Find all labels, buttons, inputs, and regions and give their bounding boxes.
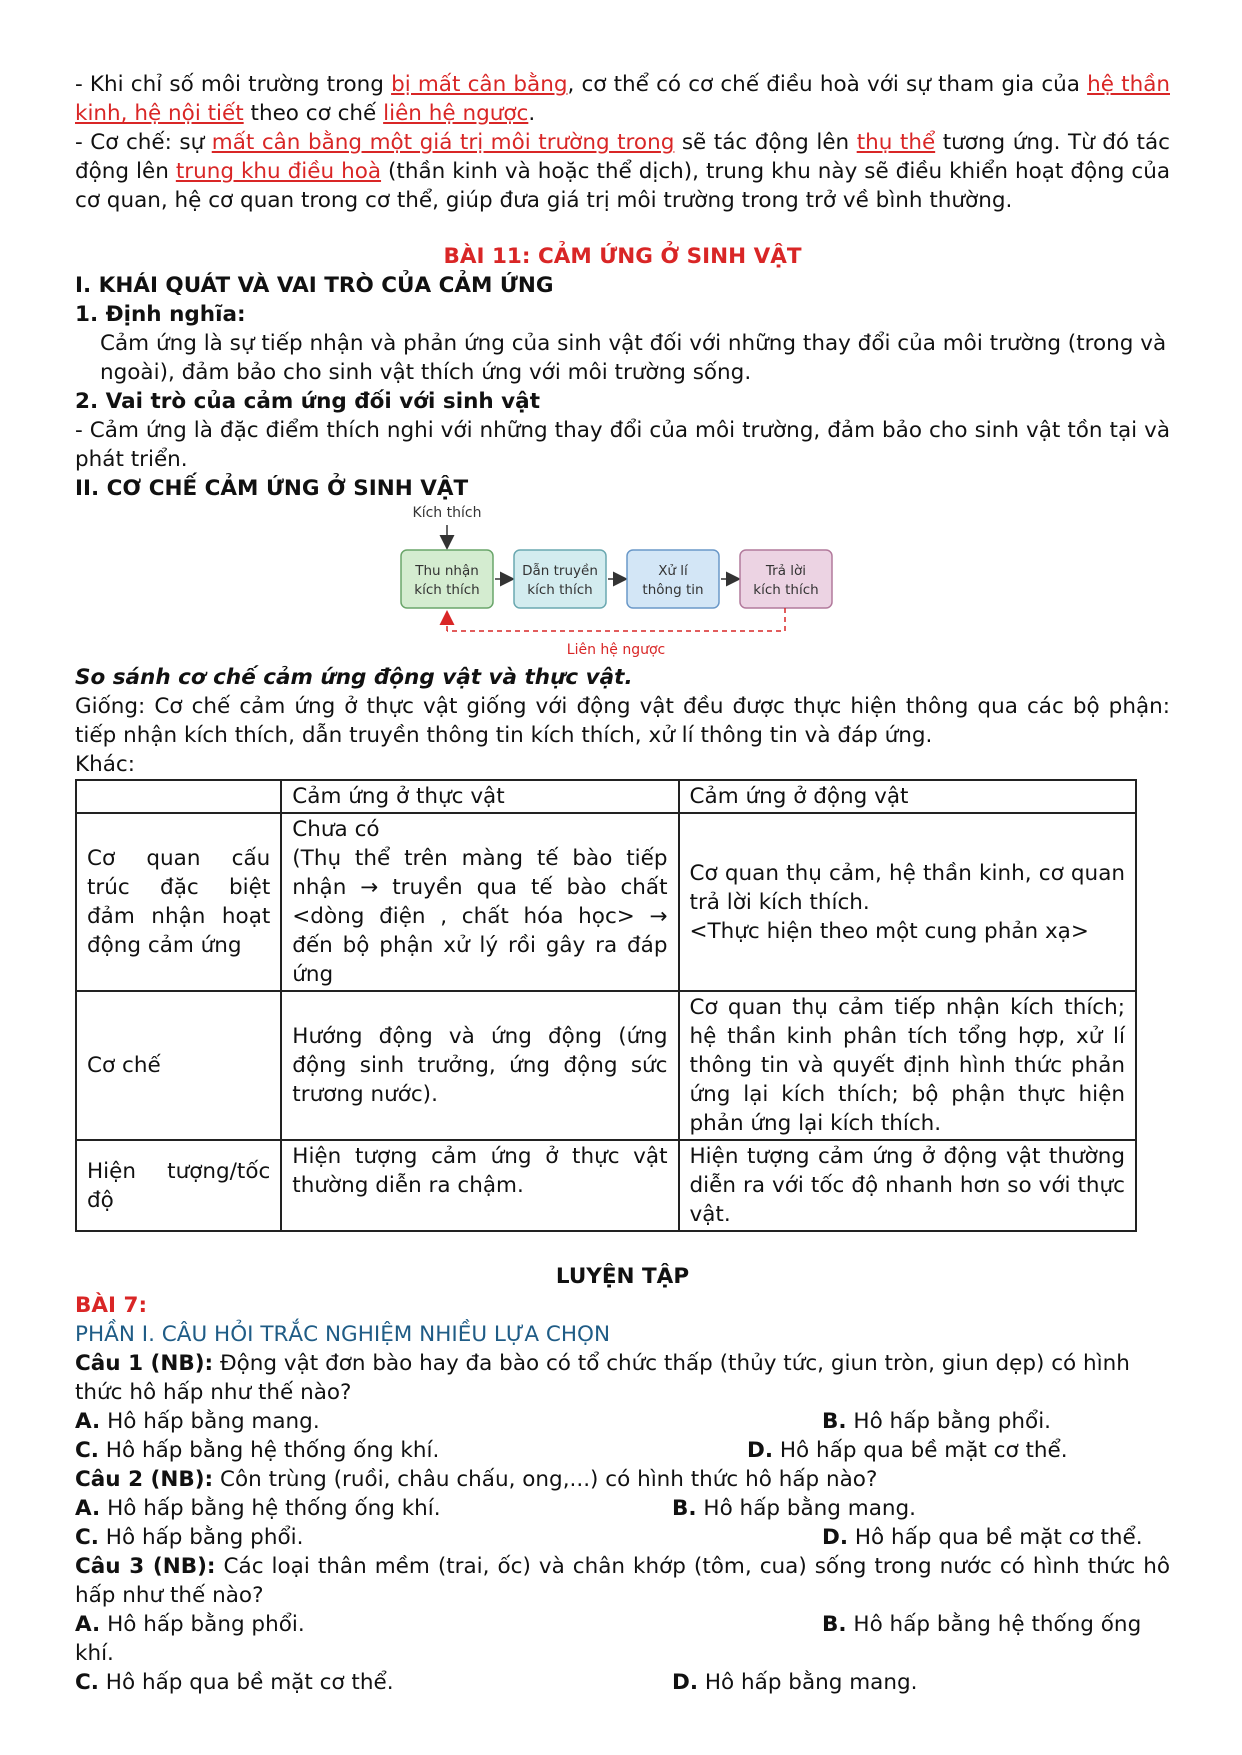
option-b-continued: khí. <box>75 1641 114 1666</box>
mechanism-diagram <box>75 503 1170 663</box>
text-run: . <box>528 101 536 126</box>
question-3 <box>75 1552 1170 1610</box>
option-b[interactable]: B. Hô hấp bằng phổi. <box>822 1409 1052 1434</box>
diagram-step-label: Xử lí <box>658 563 688 579</box>
question-label: Câu 3 (NB): <box>75 1554 216 1579</box>
option-row <box>75 1610 1170 1639</box>
section-heading-1: I. KHÁI QUÁT VÀ VAI TRÒ CỦA CẢM ỨNG <box>75 273 554 298</box>
question-2 <box>75 1465 1170 1494</box>
text-run: tương ứng. Từ đó tác động lên <box>75 130 1170 184</box>
table-header-cell: Cảm ứng ở động vật <box>679 780 1136 813</box>
section-heading-2: II. CƠ CHẾ CẢM ỨNG Ở SINH VẬT <box>75 476 469 501</box>
animal-cell: Hiện tượng cảm ứng ở động vật thường diễn ra với tốc độ nhanh hơn so với thực vật. <box>679 1140 1136 1231</box>
feedback-label: Liên hệ ngược <box>566 642 666 658</box>
highlight-text: thụ thể <box>856 130 936 155</box>
option-row <box>75 1436 1170 1465</box>
lesson-title: BÀI 11: CẢM ỨNG Ở SINH VẬT <box>443 244 802 269</box>
plant-cell: Chưa có (Thụ thể trên màng tế bào tiếp nhận → truyền qua tế bào chất <dòng điện , chất hóa học> → đến bộ phận xử lý rồi gây ra đáp ứng <box>281 813 678 991</box>
row-label: Cơ chế <box>76 991 281 1140</box>
option-d[interactable]: D. Hô hấp qua bề mặt cơ thể. <box>747 1438 1068 1463</box>
highlight-text: mất cân bằng một giá trị môi trường trong <box>211 130 675 155</box>
diagram-step-box <box>401 550 493 608</box>
diagram-boxes <box>401 550 832 608</box>
text-run: theo cơ chế <box>243 101 384 126</box>
option-d[interactable]: D. Hô hấp bằng mang. <box>672 1670 918 1695</box>
diagram-step-box <box>740 550 832 608</box>
plant-cell: Hiện tượng cảm ứng ở thực vật thường diễn ra chậm. <box>281 1140 678 1231</box>
highlight-text: bị mất cân bằng <box>391 72 568 97</box>
text-run: , cơ thể có cơ chế điều hoà với sự tham gia của <box>567 72 1088 97</box>
role-heading: 2. Vai trò của cảm ứng đối với sinh vật <box>75 389 540 414</box>
document-page <box>75 70 1170 1697</box>
comparison-table <box>75 779 1137 1232</box>
role-text: - Cảm ứng là đặc điểm thích nghi với những thay đổi của môi trường, đảm bảo cho sinh vật tồn tại và phát triển. <box>75 418 1170 472</box>
option-row <box>75 1668 1170 1697</box>
row-label: Hiện tượng/tốc độ <box>76 1140 281 1231</box>
table-row <box>76 813 1136 991</box>
option-c[interactable]: C. Hô hấp qua bề mặt cơ thể. <box>75 1670 394 1695</box>
diagram-svg <box>75 503 1170 663</box>
definition-text: Cảm ứng là sự tiếp nhận và phản ứng của sinh vật đối với những thay đổi của môi trường (trong và ngoài), đảm bảo cho sinh vật thích ứng với môi trường sống. <box>100 331 1167 385</box>
text-run: (thần kinh và hoặc thể dịch), trung khu này sẽ điều khiển hoạt động của cơ quan, hệ cơ quan trong cơ thể, giúp đưa giá trị môi trường trong trở về bình thường. <box>75 159 1170 213</box>
feedback-line <box>447 608 785 631</box>
diagram-step-box <box>627 550 719 608</box>
table-header-cell <box>76 780 281 813</box>
question-label: Câu 1 (NB): <box>75 1351 214 1376</box>
highlight-text: liên hệ ngược <box>383 101 529 126</box>
animal-cell: Cơ quan thụ cảm, hệ thần kinh, cơ quan trả lời kích thích. <Thực hiện theo một cung phản xạ> <box>679 813 1136 991</box>
text-run: - Cơ chế: sự <box>75 130 212 155</box>
question-text: Côn trùng (ruồi, châu chấu, ong,...) có hình thức hô hấp nào? <box>213 1467 878 1492</box>
question-text: Động vật đơn bào hay đa bào có tổ chức thấp (thủy tức, giun tròn, giun dẹp) có hình thức hô hấp như thế nào? <box>75 1351 1130 1405</box>
question-text: Các loại thân mềm (trai, ốc) và chân khớp (tôm, cua) sống trong nước có hình thức hô hấp như thế nào? <box>75 1554 1170 1608</box>
diagram-step-label: Dẫn truyền <box>522 563 598 579</box>
option-b[interactable]: B. Hô hấp bằng hệ thống ống <box>822 1612 1142 1637</box>
highlight-text: trung khu điều hoà <box>175 159 382 184</box>
option-a[interactable]: A. Hô hấp bằng mang. <box>75 1409 320 1434</box>
table-header-row <box>76 780 1136 813</box>
diagram-step-box <box>514 550 606 608</box>
exercise-label: BÀI 7: <box>75 1293 148 1318</box>
compare-same: Giống: Cơ chế cảm ứng ở thực vật giống với động vật đều được thực hiện thông qua các bộ phận: tiếp nhận kích thích, dẫn truyền thông tin kích thích, xử lí thông tin và đáp ứng. <box>75 694 1170 748</box>
intro-paragraph-2 <box>75 128 1170 215</box>
question-label: Câu 2 (NB): <box>75 1467 214 1492</box>
option-a[interactable]: A. Hô hấp bằng phổi. <box>75 1612 305 1637</box>
diagram-step-label: Thu nhận <box>415 563 479 579</box>
option-row <box>75 1407 1170 1436</box>
definition-heading: 1. Định nghĩa: <box>75 302 246 327</box>
option-row <box>75 1494 1170 1523</box>
part-heading: PHẦN I. CÂU HỎI TRẮC NGHIỆM NHIỀU LỰA CHỌN <box>75 1322 611 1347</box>
diagram-step-label: kích thích <box>753 582 819 598</box>
row-label: Cơ quan cấu trúc đặc biệt đảm nhận hoạt động cảm ứng <box>76 813 281 991</box>
option-b[interactable]: B. Hô hấp bằng mang. <box>672 1496 917 1521</box>
option-c[interactable]: C. Hô hấp bằng phổi. <box>75 1525 304 1550</box>
compare-diff-label: Khác: <box>75 752 135 777</box>
diagram-step-label: kích thích <box>414 582 480 598</box>
diagram-step-label: kích thích <box>527 582 593 598</box>
question-1 <box>75 1349 1170 1407</box>
text-run: - Khi chỉ số môi trường trong <box>75 72 392 97</box>
table-header-cell: Cảm ứng ở thực vật <box>281 780 678 813</box>
stimulus-label: Kích thích <box>412 505 482 521</box>
diagram-step-label: Trả lời <box>765 563 807 579</box>
plant-cell: Hướng động và ứng động (ứng động sinh trưởng, ứng động sức trương nước). <box>281 991 678 1140</box>
animal-cell: Cơ quan thụ cảm tiếp nhận kích thích; hệ thần kinh phân tích tổng hợp, xử lí thông tin và quyết định hình thức phản ứng lại kích thích; bộ phận thực hiện phản ứng lại kích thích. <box>679 991 1136 1140</box>
intro-paragraph-1 <box>75 70 1170 128</box>
option-row <box>75 1639 1170 1668</box>
table-row <box>76 991 1136 1140</box>
option-row <box>75 1523 1170 1552</box>
text-run: sẽ tác động lên <box>674 130 857 155</box>
table-row <box>76 1140 1136 1231</box>
option-d[interactable]: D. Hô hấp qua bề mặt cơ thể. <box>822 1525 1143 1550</box>
option-c[interactable]: C. Hô hấp bằng hệ thống ống khí. <box>75 1438 440 1463</box>
compare-heading: So sánh cơ chế cảm ứng động vật và thực vật. <box>75 665 633 690</box>
diagram-step-label: thông tin <box>642 582 704 598</box>
practice-title: LUYỆN TẬP <box>555 1264 690 1289</box>
option-a[interactable]: A. Hô hấp bằng hệ thống ống khí. <box>75 1496 441 1521</box>
highlight-text: hệ thần kinh, hệ nội tiết <box>75 72 1170 126</box>
